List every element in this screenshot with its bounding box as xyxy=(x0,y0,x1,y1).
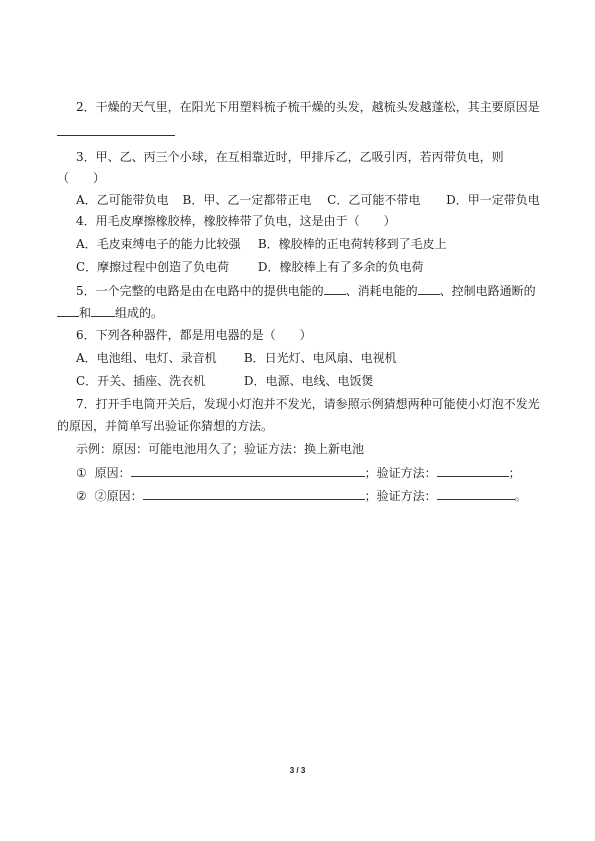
question-4-options-row2 xyxy=(76,260,423,275)
question-2-answer-blank[interactable] xyxy=(57,124,175,140)
method-1-blank[interactable] xyxy=(437,465,509,477)
option-c[interactable]: C．乙可能不带电 xyxy=(327,193,421,207)
reason-1-blank[interactable] xyxy=(131,465,365,477)
method-2-blank[interactable] xyxy=(437,488,515,500)
blank-wire[interactable] xyxy=(91,305,115,317)
option-d[interactable]: D．电源、电线、电饭煲 xyxy=(243,374,374,388)
option-a[interactable]: A．乙可能带负电 xyxy=(76,193,169,207)
question-3-options xyxy=(76,193,540,208)
question-3 xyxy=(76,150,504,165)
option-b[interactable]: B．甲、乙一定都带正电 xyxy=(182,193,312,207)
question-2 xyxy=(76,100,540,115)
option-c[interactable]: C．摩擦过程中创造了负电荷 xyxy=(76,260,230,274)
option-c[interactable]: C．开关、插座、洗衣机 xyxy=(76,374,206,388)
question-4 xyxy=(76,214,396,229)
option-b[interactable]: B．日光灯、电风扇、电视机 xyxy=(243,351,397,365)
option-d[interactable]: D．橡胶棒上有了多余的负电荷 xyxy=(257,260,424,274)
question-6-options-row1 xyxy=(76,351,397,366)
question-4-text: 4．用毛皮摩擦橡胶棒，橡胶棒带了负电，这是由于（ ） xyxy=(76,214,396,228)
question-5: 5．一个完整的电路是由在电路中的提供电能的 、消耗电能的 、控制电路通断的 xyxy=(76,284,536,298)
question-6 xyxy=(76,328,312,343)
answer-row-1: ① 原因： ；验证方法： ； xyxy=(76,466,521,480)
question-7-line1: 7．打开手电筒开关后，发现小灯泡并不发光，请参照示例猜想两种可能使小灯泡不发光 xyxy=(76,397,540,411)
option-a[interactable]: A．毛皮束缚电子的能力比较强 xyxy=(76,237,241,251)
question-5-line2: 和 组成的。 xyxy=(57,305,163,321)
option-a[interactable]: A．电池组、电灯、录音机 xyxy=(76,351,217,365)
question-7-line2: 的原因，并简单写出验证你猜想的方法。 xyxy=(57,419,274,433)
question-7-example: 示例：原因：可能电池用久了；验证方法：换上新电池 xyxy=(76,442,365,456)
question-6-text: 6．下列各种器件，都是用电器的是（ ） xyxy=(76,328,312,342)
question-4-options-row1 xyxy=(76,237,447,252)
answer-row-2: ② ②原因： ；验证方法： 。 xyxy=(76,489,527,503)
option-d[interactable]: D．甲一定带负电 xyxy=(446,193,540,207)
question-6-options-row2 xyxy=(76,374,373,389)
question-7 xyxy=(76,397,540,412)
blank-power-source[interactable] xyxy=(324,283,346,295)
blank-switch[interactable] xyxy=(57,305,79,317)
question-3-paren[interactable]: （ ） xyxy=(57,171,106,185)
question-3-text: 3．甲、乙、丙三个小球，在互相靠近时，甲排斥乙，乙吸引丙，若丙带负电，则 xyxy=(76,150,504,164)
question-2-text: 2．干燥的天气里，在阳光下用塑料梳子梳干燥的头发，越梳头发越蓬松，其主要原因是 xyxy=(76,100,540,114)
page-number: 3 / 3 xyxy=(289,766,306,775)
option-b[interactable]: B．橡胶棒的正电荷转移到了毛皮上 xyxy=(257,237,447,251)
blank-load[interactable] xyxy=(418,283,440,295)
reason-2-blank[interactable] xyxy=(143,488,365,500)
